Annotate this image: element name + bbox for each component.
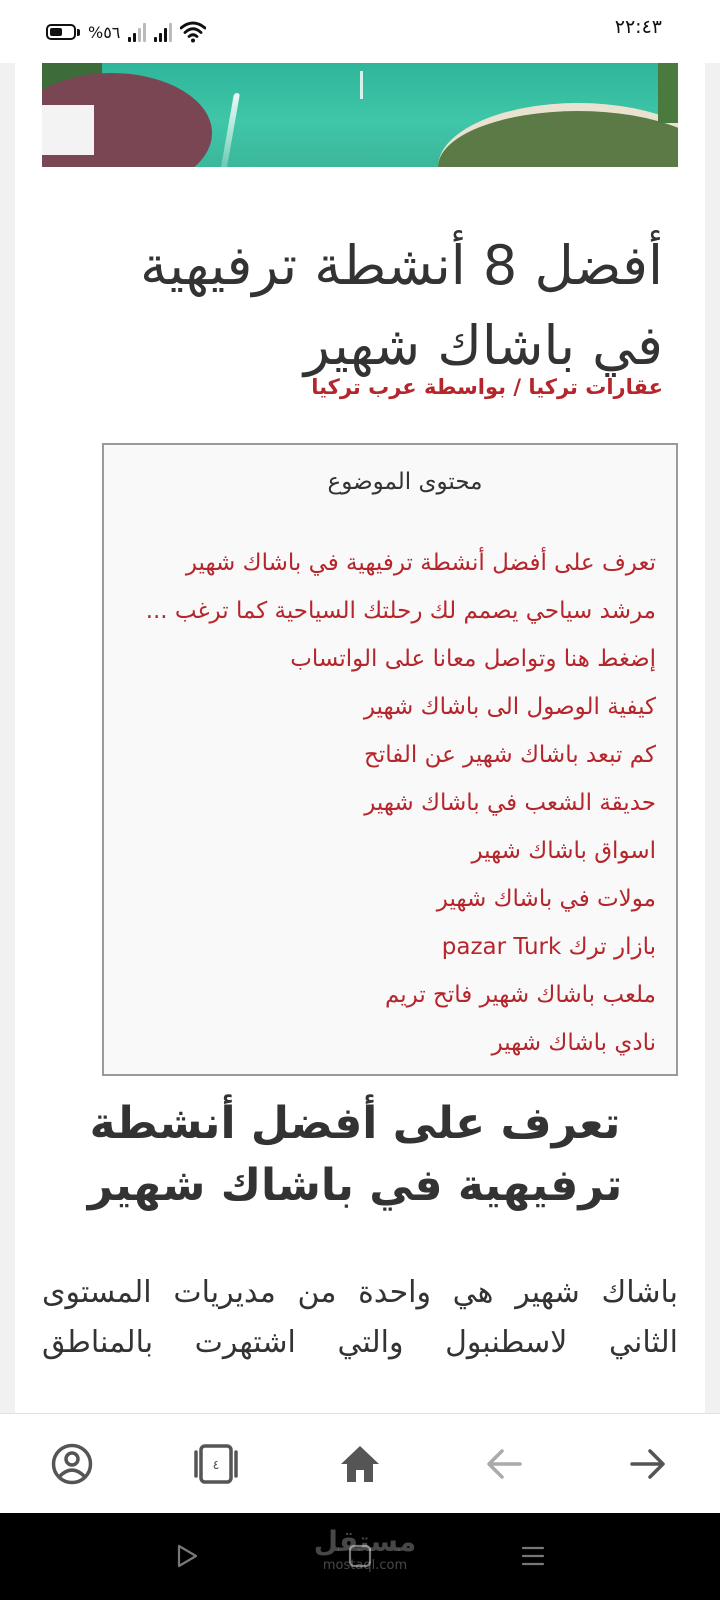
toc-link[interactable]: كم تبعد باشاك شهير عن الفاتح <box>364 742 656 768</box>
back-arrow-icon <box>482 1442 526 1486</box>
tabs-icon <box>192 1442 240 1486</box>
system-nav-bar <box>0 1513 720 1600</box>
battery-percent: %٥٦ <box>88 22 121 42</box>
menu-icon <box>520 1543 546 1569</box>
toc-link[interactable]: اسواق باشاك شهير <box>471 838 656 864</box>
toc-list <box>136 539 656 1067</box>
status-bar <box>0 0 720 63</box>
account-icon <box>50 1442 94 1486</box>
status-icons <box>46 18 206 46</box>
article-paragraph: باشاك شهير هي واحدة من مديريات المستوى الثاني لاسطنبول والتي اشتهرت بالمناطق <box>42 1275 678 1360</box>
toc-link[interactable]: مولات في باشاك شهير <box>436 886 656 912</box>
browser-bottom-bar <box>0 1413 720 1514</box>
recents-system-button[interactable] <box>518 1541 548 1571</box>
play-icon <box>174 1543 200 1569</box>
tabs-button[interactable] <box>192 1440 240 1488</box>
signal-icon <box>128 22 146 42</box>
toc-link[interactable]: مرشد سياحي يصمم لك رحلتك السياحية كما ترغب ... <box>145 598 656 624</box>
tabs-count: ٤ <box>212 1458 220 1473</box>
home-button[interactable] <box>336 1440 384 1488</box>
forward-arrow-icon <box>626 1442 670 1486</box>
toc-link[interactable]: بازار ترك pazar Turk <box>441 934 656 960</box>
toc-link[interactable]: حديقة الشعب في باشاك شهير <box>364 790 656 816</box>
section-heading: تعرف على أفضل أنشطة ترفيهية في باشاك شهير <box>87 1098 623 1211</box>
battery-tip <box>77 29 80 36</box>
toc-link[interactable]: إضغط هنا وتواصل معانا على الواتساب <box>290 646 656 672</box>
watermark <box>310 1525 420 1573</box>
watermark-latin: mostaql.com <box>322 1558 408 1573</box>
forward-button[interactable] <box>624 1440 672 1488</box>
article-title: أفضل 8 أنشطة ترفيهية في باشاك شهير <box>140 234 663 377</box>
account-button[interactable] <box>48 1440 96 1488</box>
toc-link[interactable]: تعرف على أفضل أنشطة ترفيهية في باشاك شهير <box>185 550 656 576</box>
home-icon <box>338 1442 382 1486</box>
article-meta[interactable]: عقارات تركيا / بواسطة عرب تركيا <box>311 375 663 399</box>
watermark-arabic: مستقل <box>313 1525 417 1558</box>
status-time: ٢٢:٤٣ <box>614 16 662 38</box>
article-card <box>15 63 705 1413</box>
toc-link[interactable]: ملعب باشاك شهير فاتح تريم <box>384 982 656 1008</box>
toc-link[interactable]: نادي باشاك شهير <box>491 1030 656 1056</box>
toc-title: محتوى الموضوع <box>327 469 483 495</box>
back-button[interactable] <box>480 1440 528 1488</box>
table-of-contents <box>102 443 678 1076</box>
wifi-icon <box>180 21 206 43</box>
back-system-button[interactable] <box>172 1541 202 1571</box>
signal-icon <box>154 22 172 42</box>
toc-link[interactable]: كيفية الوصول الى باشاك شهير <box>363 694 656 720</box>
battery-icon <box>46 24 76 40</box>
hero-image <box>42 63 678 167</box>
